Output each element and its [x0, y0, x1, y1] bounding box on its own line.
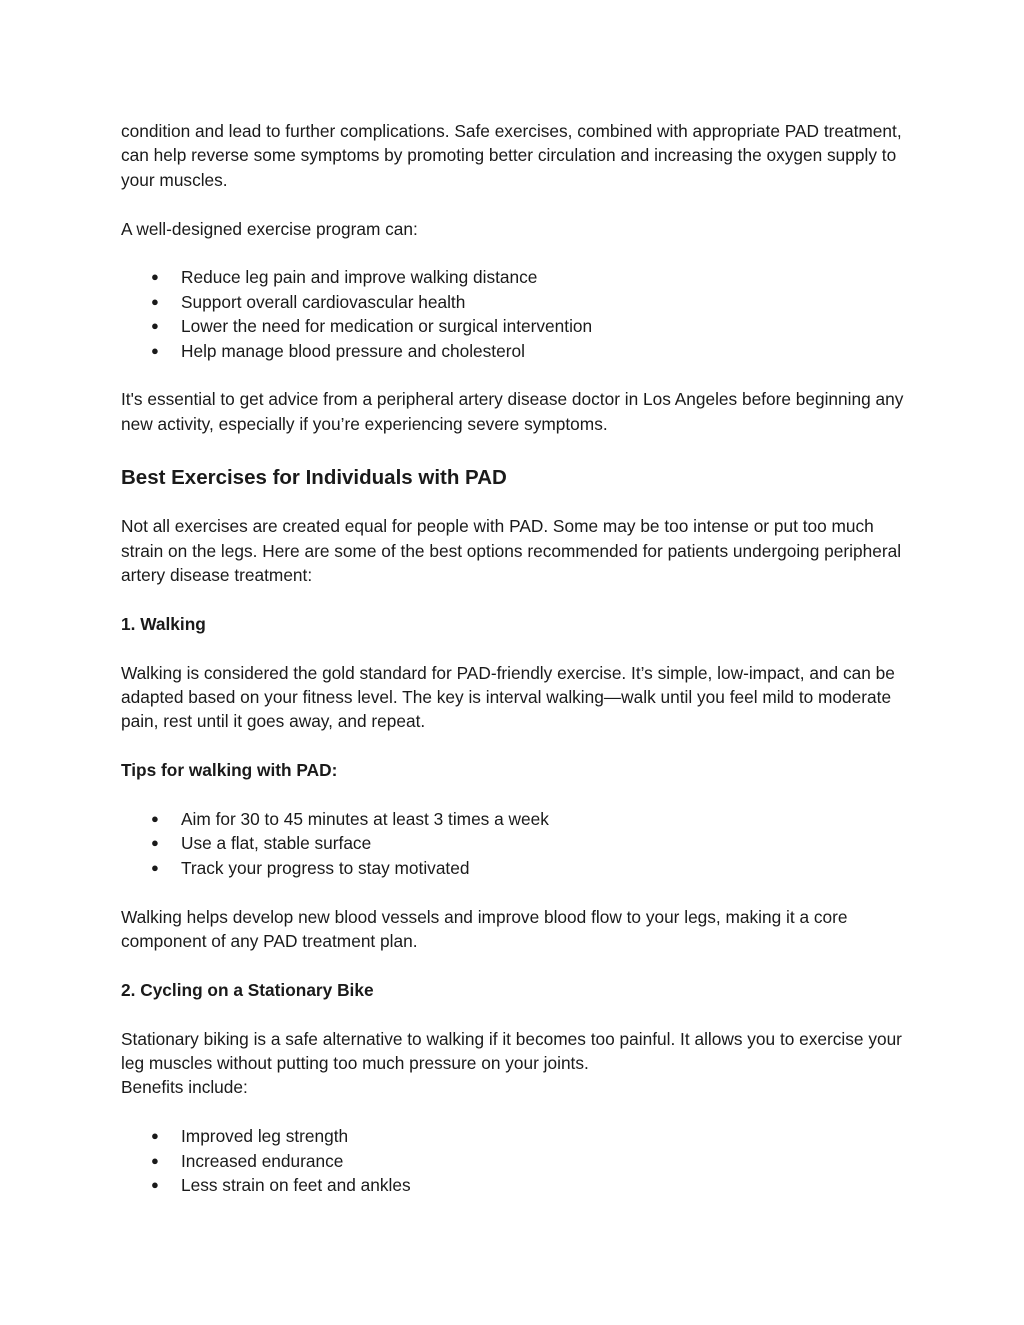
- list-item: ● Help manage blood pressure and cholesterol: [121, 339, 911, 363]
- bullet-icon: ●: [151, 293, 159, 309]
- list-item: ● Use a flat, stable surface: [121, 831, 911, 855]
- cycling-body: Stationary biking is a safe alternative to walking if it becomes too painful. It allows you to exercise your leg muscles without putting too much pressure on your joints.: [121, 1028, 902, 1074]
- walking-tips-heading: Tips for walking with PAD:: [121, 760, 338, 781]
- cycling-benefits-list: [121, 1124, 911, 1197]
- bullet-icon: ●: [151, 318, 159, 334]
- list-item: ● Aim for 30 to 45 minutes at least 3 times a week: [121, 807, 911, 831]
- list-item: ● Track your progress to stay motivated: [121, 856, 911, 880]
- bullet-icon: ●: [151, 269, 159, 285]
- intro-paragraph: condition and lead to further complications. Safe exercises, combined with appropriate PAD treatment, can help reverse some symptoms by promoting better circulation and increasing the oxygen supply to your muscles.: [121, 121, 902, 190]
- program-lead-in: A well-designed exercise program can:: [121, 218, 418, 239]
- bullet-icon: ●: [151, 1152, 159, 1168]
- list-item: ● Improved leg strength: [121, 1124, 911, 1148]
- walking-closing: Walking helps develop new blood vessels and improve blood flow to your legs, making it a core component of any PAD treatment plan.: [121, 906, 848, 952]
- bullet-icon: ●: [151, 835, 159, 851]
- bullet-icon: ●: [151, 811, 159, 827]
- section-intro: Not all exercises are created equal for people with PAD. Some may be too intense or put too much strain on the legs. Here are some of the best options recommended for patients undergoing peripheral artery disease treatment:: [121, 516, 902, 586]
- walking-tips-list: [121, 807, 911, 880]
- list-item: ● Reduce leg pain and improve walking distance: [121, 265, 911, 289]
- bullet-icon: ●: [151, 1177, 159, 1193]
- program-benefits-list: [121, 265, 911, 363]
- list-item: ● Lower the need for medication or surgical intervention: [121, 314, 911, 338]
- cycling-benefits-lead-in: Benefits include:: [121, 1077, 248, 1098]
- list-item: ● Increased endurance: [121, 1149, 911, 1173]
- cycling-heading: 2. Cycling on a Stationary Bike: [121, 979, 374, 1000]
- section-heading: Best Exercises for Individuals with PAD: [121, 466, 507, 490]
- bullet-icon: ●: [151, 342, 159, 358]
- document-page: [121, 119, 911, 1197]
- advice-paragraph: It's essential to get advice from a peripheral artery disease doctor in Los Angeles before beginning any new activity, especially if you’re experiencing severe symptoms.: [121, 389, 904, 434]
- walking-body: Walking is considered the gold standard for PAD-friendly exercise. It’s simple, low-impact, and can be adapted based on your fitness level. The key is interval walking—walk until you feel mild to moderate pain, rest until it goes away, and repeat.: [121, 662, 895, 732]
- walking-heading: 1. Walking: [121, 613, 206, 634]
- bullet-icon: ●: [151, 1128, 159, 1144]
- list-item: ● Less strain on feet and ankles: [121, 1173, 911, 1197]
- list-item: ● Support overall cardiovascular health: [121, 290, 911, 314]
- bullet-icon: ●: [151, 859, 159, 875]
